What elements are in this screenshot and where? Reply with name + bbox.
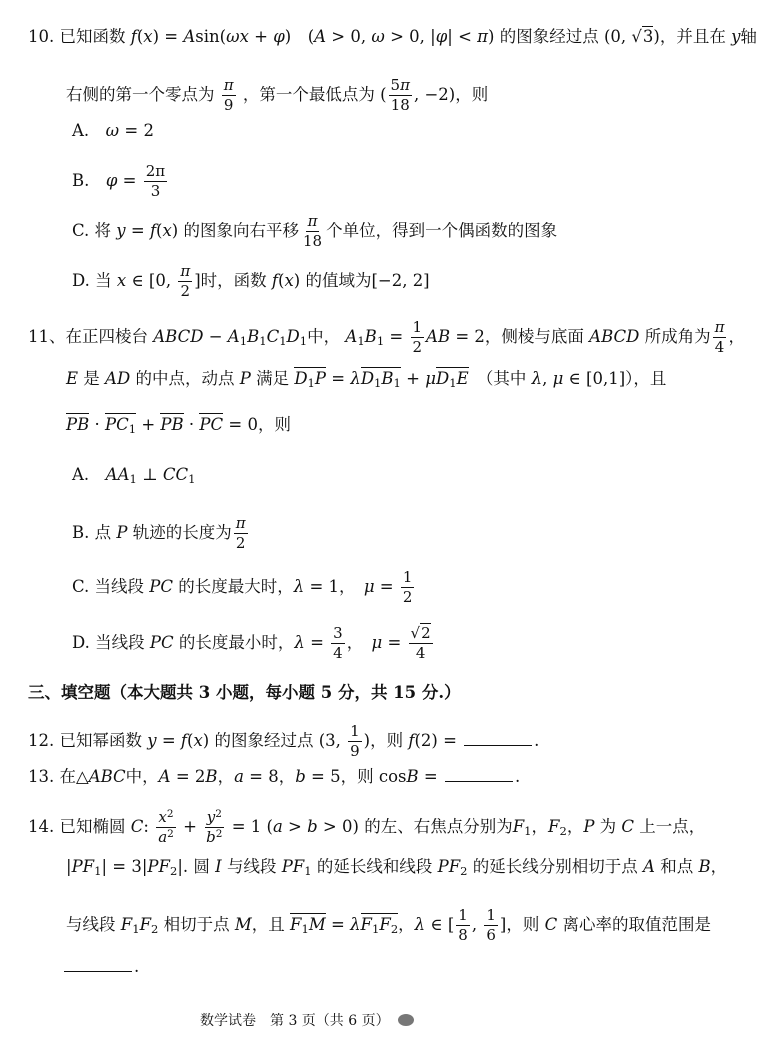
q11-option-a: A. $AA_1$ ⊥ $CC_1$ (72, 465, 196, 486)
q12-number: 12. 已知幂函数 (28, 731, 142, 750)
q10-stem-line1: 10. 已知函数 f(x) = Asin(ωx + φ) (A > 0, ω > 0, |φ| < π) 的图象经过点 (0, √3)，并且在 y轴 (28, 27, 757, 46)
q14-answer-line: . (62, 956, 139, 978)
q12-stem: 12. 已知幂函数 y = f(x) 的图象经过点 (3, $\frac{1}{9}$ )，则 f(2) = . (28, 722, 540, 760)
q11-option-c: C. 当线段 PC 的长度最大时，λ = 1， μ = $\frac{1}{2}$ (72, 568, 413, 606)
q11-option-b: B. 点 P 轨迹的长度为 $\frac{\pi}{2}$ (72, 514, 246, 552)
q14-number: 14. 已知椭圆 (28, 817, 126, 836)
q14-stem-line2: $|PF_1| = 3|PF_2|$. 圆 I 与线段 $PF_1$ 的延长线和线段 $PF_2$ 的延长线分别相切于点 A 和点 B， (66, 857, 728, 878)
q10-stem-line2: 右侧的第一个零点为 $\frac{\pi}{9}$ ，第一个最低点为 ( $\frac{5\pi}{18}$ , −2)，则 (66, 76, 489, 114)
section-heading: 三、填空题（本大题共 3 小题，每小题 5 分，共 15 分.） (28, 683, 461, 702)
q13-stem: 13. 在△ABC中，A = 2B，a = 8，b = 5，则 cosB = . (28, 767, 521, 786)
q10-option-c: C. 将 y = f(x) 的图象向右平移 $\frac{\pi}{18}$ 个单位，得到一个偶函数的图象 (72, 212, 558, 250)
ink-smudge (398, 1014, 414, 1026)
q11-option-d: D. 当线段 PC 的长度最小时，λ = $\frac{3}{4}$ ， μ = $\frac{√2}{4}$ (72, 624, 431, 662)
q13-answer-blank[interactable] (445, 767, 513, 782)
q14-stem-line1: 14. 已知椭圆 C: $\frac{x^2}{a^2}$ + $\frac{y^2}{b^2}$ = 1 (a > b > 0) 的左、右焦点分别为$F_1$，$F_2$，P 为 C 上一点， (28, 807, 706, 846)
page-footer: 数学试卷 第 3 页（共 6 页） (200, 1013, 390, 1029)
q10-option-b: B. φ = $\frac{2\pi}{3}$ (72, 162, 166, 200)
q12-answer-blank[interactable] (464, 731, 532, 746)
q11-stem-line1: 11、在正四棱台 ABCD − $A_1B_1C_1D_1$中， $A_1B_1$ = $\frac{1}{2}$ AB = 2，侧棱与底面 ABCD 所成角为 $\frac{\pi}{4}$ ， (28, 318, 745, 356)
q11-stem-line3: PB · $PC_1$ + PB · PC = 0，则 (66, 415, 291, 436)
q10-option-d: D. 当 x ∈ [0, $\frac{\pi}{2}$ ]时，函数 f(x) 的值域为[−2, 2] (72, 262, 430, 300)
q14-stem-line3: 与线段 $F_1F_2$ 相切于点 M，且 $F_1M = \lambda F_1F_2$，λ ∈ [ $\frac{1}{8}$ , $\frac{1}{6}$ ]，则 C 离心率的取值范围是 (66, 906, 711, 944)
q10-option-a: A. ω = 2 (72, 121, 154, 140)
q10-number: 10. 已知函数 (28, 27, 126, 46)
q11-number: 11、在正四棱台 (28, 327, 148, 346)
q13-number: 13. 在△ (28, 767, 89, 786)
q11-stem-line2: E 是 AD 的中点，动点 P 满足 $D_1P = \lambda D_1B_1 + \mu D_1E$ （其中 λ, μ ∈ [0,1]），且 (66, 369, 667, 390)
q14-answer-blank[interactable] (64, 957, 132, 972)
